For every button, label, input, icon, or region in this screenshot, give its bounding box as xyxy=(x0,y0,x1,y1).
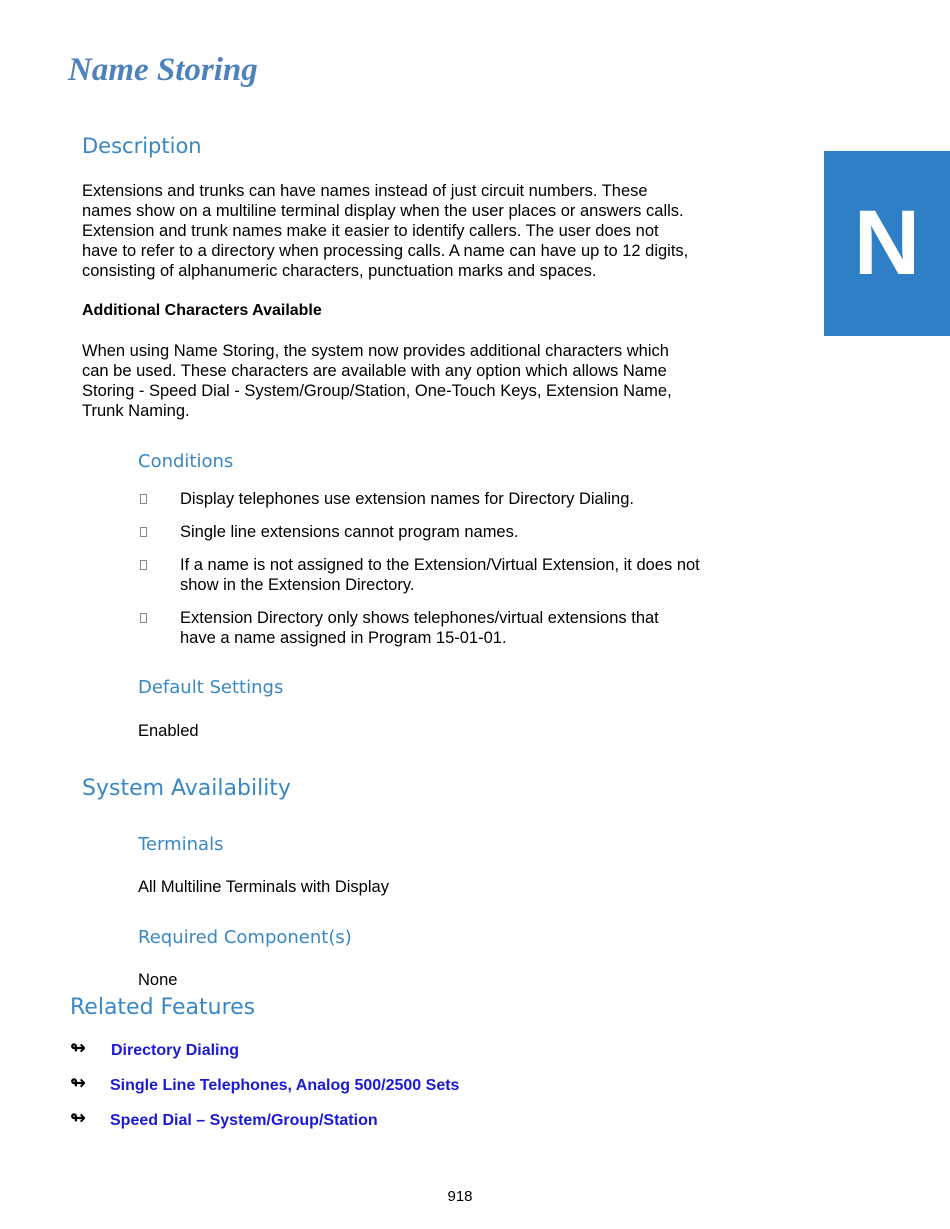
curved-arrow-icon: ↬ xyxy=(70,1038,86,1059)
description-line: names show on a multiline terminal display when the user places or answers calls. xyxy=(82,202,684,220)
related-feature-link[interactable]: Speed Dial – System/Group/Station xyxy=(110,1112,378,1129)
additional-line: can be used. These characters are available with any option which allows Name xyxy=(82,362,667,380)
condition-line: Extension Directory only shows telephones/virtual extensions that xyxy=(180,609,659,627)
condition-item xyxy=(138,489,728,509)
description-line: Extension and trunk names make it easier to identify callers. The user does not xyxy=(82,222,659,240)
description-heading: Description xyxy=(82,134,202,158)
additional-line: Storing - Speed Dial - System/Group/Station, One-Touch Keys, Extension Name, xyxy=(82,382,672,400)
bullet-box-icon xyxy=(140,527,147,537)
condition-item xyxy=(138,555,728,595)
default-settings-value: Enabled xyxy=(138,722,199,740)
default-settings-heading: Default Settings xyxy=(138,677,284,698)
curved-arrow-icon: ↬ xyxy=(70,1073,86,1094)
description-line: have to refer to a directory when processing calls. A name can have up to 12 digits, xyxy=(82,242,689,260)
additional-line: When using Name Storing, the system now provides additional characters which xyxy=(82,342,669,360)
additional-characters-paragraph xyxy=(82,341,742,421)
section-tab-letter: N xyxy=(824,151,950,336)
bullet-box-icon xyxy=(140,494,147,504)
related-features-heading: Related Features xyxy=(70,995,256,1020)
condition-line: Single line extensions cannot program names. xyxy=(180,523,519,541)
curved-arrow-icon: ↬ xyxy=(70,1108,86,1129)
bullet-box-icon xyxy=(140,560,147,570)
required-components-value: None xyxy=(138,971,178,989)
page-title: Name Storing xyxy=(68,52,258,88)
terminals-heading: Terminals xyxy=(138,834,224,855)
additional-characters-heading: Additional Characters Available xyxy=(82,302,322,319)
required-components-heading: Required Component(s) xyxy=(138,927,352,948)
related-feature-link[interactable]: Single Line Telephones, Analog 500/2500 Sets xyxy=(110,1077,460,1094)
description-paragraph xyxy=(82,181,742,281)
condition-line: show in the Extension Directory. xyxy=(180,576,415,594)
description-line: consisting of alphanumeric characters, punctuation marks and spaces. xyxy=(82,262,597,280)
page-number: 918 xyxy=(447,1188,473,1205)
condition-line: If a name is not assigned to the Extension/Virtual Extension, it does not xyxy=(180,556,700,574)
condition-line: Display telephones use extension names for Directory Dialing. xyxy=(180,490,634,508)
bullet-box-icon xyxy=(140,613,147,623)
condition-item xyxy=(138,522,728,542)
system-availability-heading: System Availability xyxy=(82,776,291,801)
description-line: Extensions and trunks can have names instead of just circuit numbers. These xyxy=(82,182,648,200)
related-feature-link[interactable]: Directory Dialing xyxy=(111,1042,240,1059)
condition-item xyxy=(138,608,728,648)
conditions-list xyxy=(138,489,728,661)
conditions-heading: Conditions xyxy=(138,451,234,472)
terminals-value: All Multiline Terminals with Display xyxy=(138,878,389,896)
condition-line: have a name assigned in Program 15-01-01. xyxy=(180,629,507,647)
additional-line: Trunk Naming. xyxy=(82,402,190,420)
